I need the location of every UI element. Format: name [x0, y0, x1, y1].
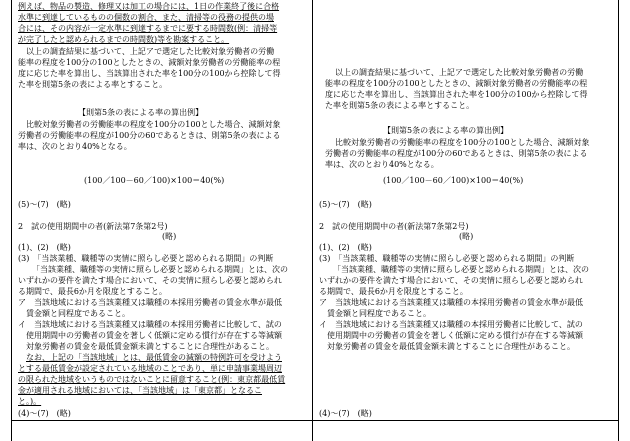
item-3-line: る期間で、最長6か月を限度とすること。	[319, 287, 468, 296]
item-3-line: る期間で、最長6か月を限度とすること。	[18, 287, 167, 296]
note-line: 金が適用される地域においては、「当該地域」は「東京都」となるこ	[18, 386, 262, 395]
item-3-line: 対象労働者の賃金を最低賃金額未満とすることに合理性があること。	[327, 342, 575, 351]
example-heading: 【則第5条の表による率の算出例】	[383, 126, 509, 135]
item-3-line: 「当該業種、職種等の実情に照らし必要と認められる期間」とは、次の	[333, 265, 589, 274]
paragraph-line: 度に応じた率を算出し、当該算出された率を100分の100から控除して得	[325, 90, 588, 99]
note-line: なお、上記の「当該地域」とは、最低賃金の減額の特例許可を受けよう	[26, 353, 282, 362]
item-3-line: 使用期間中の労働者の賃金を著しく低額に定める慣行が存在する等減額	[26, 331, 282, 340]
item-3-line: ア 当該地域における当該業種又は職種の本採用労働者の賃金水準が最低	[18, 298, 282, 307]
paragraph-line: 度に応じた率を算出し、当該算出された率を100分の100から控除して得	[18, 69, 281, 78]
item-3-line: 賃金額と同程度であること。	[26, 309, 130, 318]
item-5-7: (5)～(7) (略)	[18, 200, 71, 209]
note-line: と。)。	[18, 397, 42, 406]
item-1-2: (1)、(2) (略)	[18, 243, 71, 252]
formula: (100／100－60／100)×100＝40(%)	[84, 176, 225, 185]
item-3-line: (3) 「当該業種、職種等の実情に照らし必要と認められる期間」の判断	[18, 254, 274, 263]
item-3-line: 使用期間中の労働者の賃金を著しく低額に定める慣行が存在する等減額	[327, 331, 583, 340]
example-heading: 【則第5条の表による率の算出例】	[78, 108, 204, 117]
paragraph-line: 能率の程度を100分の100としたときの、減額対象労働者の労働能率の程	[325, 79, 588, 88]
example-line: 労働者の労働能率の程度が100分の60であるときは、則第5条の表による	[18, 131, 281, 140]
item-3-line: (3) 「当該業種、職種等の実情に照らし必要と認められる期間」の判断	[319, 254, 575, 263]
item-3-line: 対象労働者の賃金を最低賃金額未満とすることに合理性があること。	[26, 342, 274, 351]
note-line: の限られた地域をいうものではないことに留意すること(例：東京都最低賃	[18, 375, 286, 384]
section-2-title: 2 試の使用期間中の者(新法第7条第2号)	[18, 222, 168, 231]
example-line: 比較対象労働者の労働能率の程度を100分の100とした場合、減額対象	[335, 138, 590, 147]
paragraph-line: 能率の程度を100分の100としたときの、減額対象労働者の労働能率の程	[18, 58, 281, 67]
item-4-7: (4)～(7) (略)	[18, 409, 71, 418]
paragraph-line: た率を則第5条の表による率とすること。	[325, 101, 475, 110]
intro-line: 合には、その内容が一定水準に到達するまでに要する時間数(例：清掃等	[18, 24, 278, 33]
example-line: 率は、次のとおり40%となる。	[18, 142, 132, 151]
section-2-title: 2 試の使用期間中の者(新法第7条第2号)	[319, 222, 469, 231]
item-3-line: いずれかの要件を満たす場合において、その実情に照らし必要と認められ	[18, 276, 282, 285]
right-column	[313, 0, 619, 441]
example-line: 労働者の労働能率の程度が100分の60であるときは、則第5条の表による	[325, 149, 588, 158]
left-column	[11, 0, 313, 441]
intro-line: 例えば、物品の製造、修理又は加工の場合には、1日の作業終了後に合格	[18, 2, 280, 11]
item-5-7: (5)～(7) (略)	[319, 200, 372, 209]
item-3-line: イ 当該地域における当該業種又は職種の本採用労働者に比較して、試の	[319, 320, 583, 329]
paragraph-line: 以上の調査結果に基づいて、上記アで選定した比較対象労働者の労働	[26, 47, 275, 56]
table-bottom-rule	[11, 420, 619, 421]
item-3-line: 「当該業種、職種等の実情に照らし必要と認められる期間」とは、次の	[32, 265, 288, 274]
intro-line: 水準に到達しているものの個数の割合、また、清掃等の役務の提供の場	[18, 13, 274, 22]
item-3-line: ア 当該地域における当該業種又は職種の本採用労働者の賃金水準が最低	[319, 298, 583, 307]
example-line: 比較対象労働者の労働能率の程度を100分の100とした場合、減額対象	[26, 120, 281, 129]
formula: (100／100－60／100)×100＝40(%)	[383, 176, 524, 185]
example-line: 率は、次のとおり40%となる。	[325, 160, 439, 169]
intro-line: が完了したと認められるまでの時間数)等を勘案すること。	[18, 35, 230, 44]
note-line: とする最低賃金が設定されている地域のことであり、単に申請事業場周辺	[18, 364, 282, 373]
paragraph-line: 以上の調査結果に基づいて、上記アで選定した比較対象労働者の労働	[335, 68, 584, 77]
item-4-7: (4)～(7) (略)	[319, 409, 372, 418]
item-3-line: イ 当該地域における当該業種又は職種の本採用労働者に比較して、試の	[18, 320, 282, 329]
item-3-line: 賃金額と同程度であること。	[327, 309, 431, 318]
section-2-omitted: (略)	[162, 232, 177, 241]
paragraph-line: た率を則第5条の表による率とすること。	[18, 80, 168, 89]
item-3-line: いずれかの要件を満たす場合において、その実情に照らし必要と認められ	[319, 276, 583, 285]
item-1-2: (1)、(2) (略)	[319, 243, 372, 252]
section-2-omitted: (略)	[459, 232, 474, 241]
